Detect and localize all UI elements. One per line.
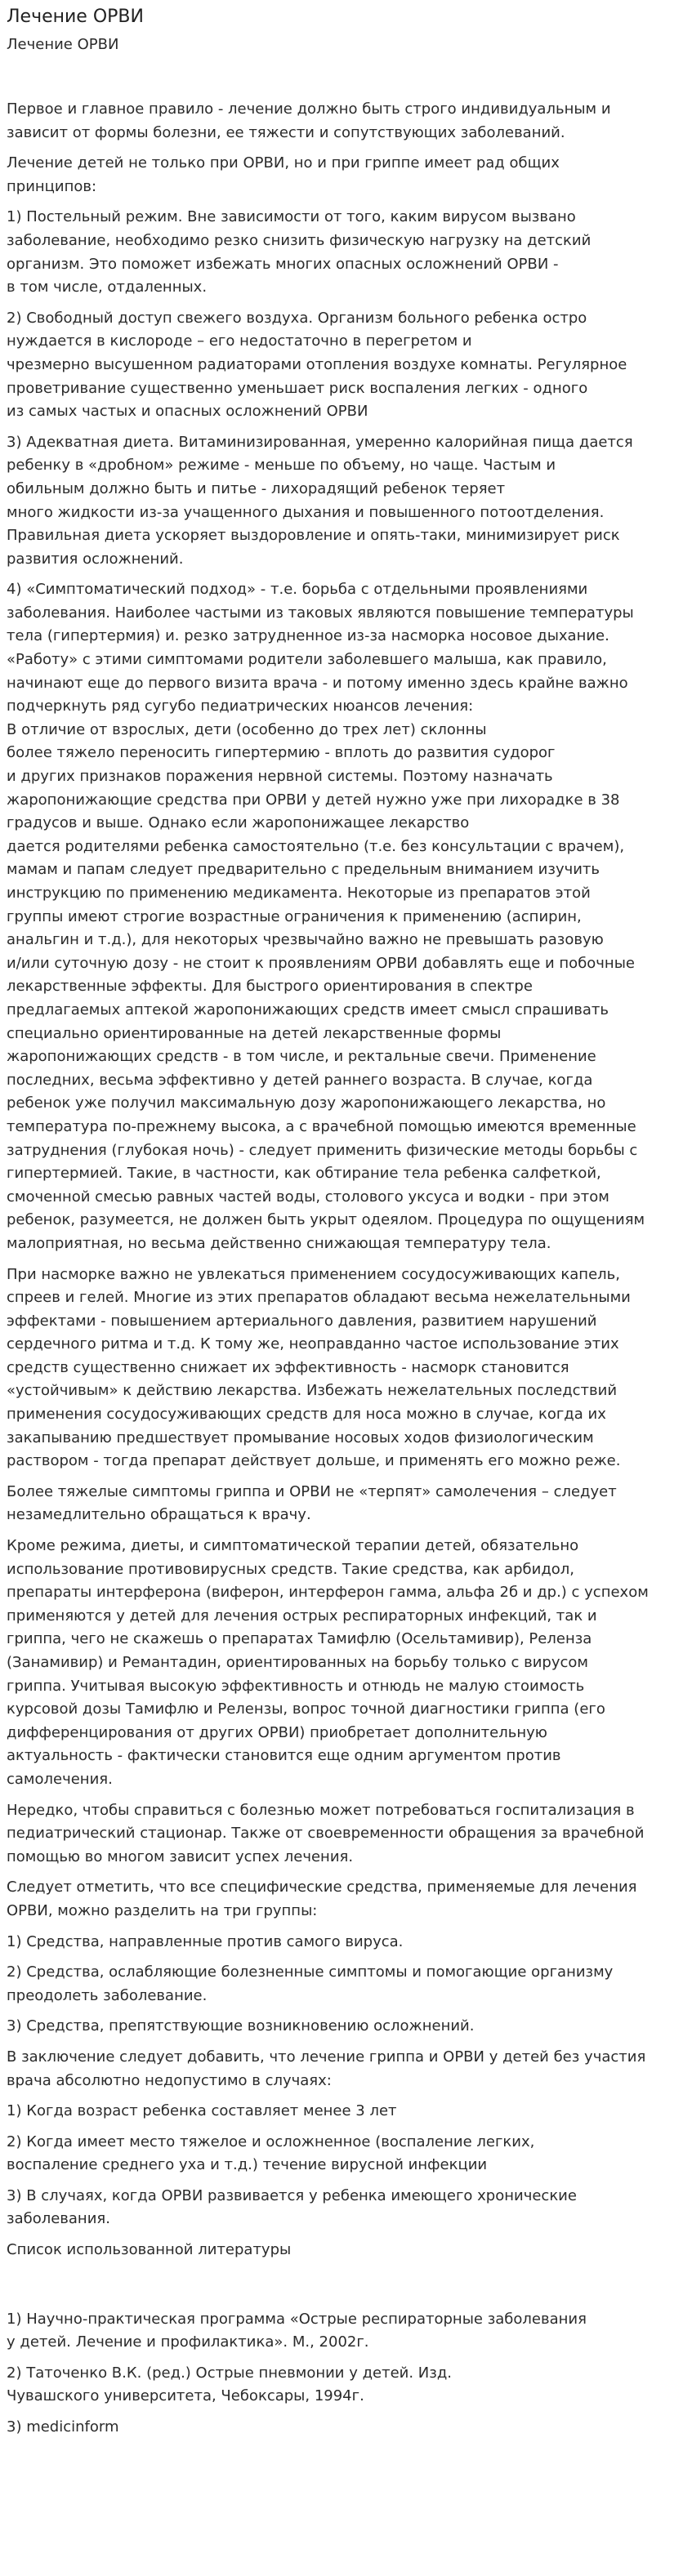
- page-title: Лечение ОРВИ: [7, 7, 144, 27]
- list-item: 1) Средства, направленные против самого вируса.: [7, 1932, 404, 1950]
- paragraph: В заключение следует добавить, что лечение гриппа и ОРВИ у детей без участия врача абсолютно недопустимо в случаях:: [7, 2048, 646, 2089]
- paragraph: Более тяжелые симптомы гриппа и ОРВИ не «терпят» самолечения – следует незамедлительно обращаться к врачу.: [7, 1482, 617, 1524]
- paragraph: Нередко, чтобы справиться с болезнью может потребоваться госпитализация в педиатрический стационар. Также от своевременности обращения за врачебной помощью во многом зависит успех лечения.: [7, 1801, 645, 1865]
- paragraph: Кроме режима, диеты, и симптоматической терапии детей, обязательно использование противовирусных средств. Такие средства, как арбидол, препараты интерферона (виферон, интерферон гамма, альфа 2б и др.) с успехом применяются у детей для лечения острых респираторных инфекций, так и гриппа, чего не скажешь о препаратах Тамифлю (Осельтамивир), Реленза (Занамивир) и Ремантадин, ориентированных на борьбу только с вирусом гриппа. Учитывая высокую эффективность и отнюдь не малую стоимость курсовой дозы Тамифлю и Релензы, вопрос точной диагностики гриппа (его дифференцирования от других ОРВИ) приобретает дополнительную актуальность - фактически становится еще одним аргументом против самолечения.: [7, 1537, 649, 1788]
- reference-item: 3) medicinform: [7, 2418, 119, 2436]
- reference-item: 2) Таточенко В.К. (ред.) Острые пневмонии у детей. Изд. Чувашского университета, Чебоксары, 1994г.: [7, 2364, 453, 2405]
- paragraph: Первое и главное правило - лечение должно быть строго индивидуальным и зависит от формы болезни, ее тяжести и сопутствующих заболеваний.: [7, 100, 611, 141]
- paragraph: Лечение детей не только при ОРВИ, но и при гриппе имеет рад общих принципов:: [7, 154, 560, 195]
- list-item: 4) «Симптоматический подход» - т.е. борьба с отдельными проявлениями заболевания. Наиболее частыми из таковых являются повышение температуры тела (гипертермия) и. резко затрудненное из-за насморка носовое дыхание. «Работу» с этими симптомами родители заболевшего малыша, как правило, начинают еще до первого визита врача - и потому именно здесь крайне важно подчеркнуть ряд сугубо педиатрических нюансов лечения: В отличие от взрослых, дети (особенно до трех лет) склонны более тяжело переносить гипертермию - вплоть до развития судорог и других признаков поражения нервной системы. Поэтому назначать жаропонижающие средства при ОРВИ у детей нужно уже при лихорадке в 38 градусов и выше. Однако если жаропонижащее лекарство дается родителями ребенка самостоятельно (т.е. без консультации с врачем), мамам и папам следует предварительно с предельным вниманием изучить инструкцию по применению медикамента. Некоторые из препаратов этой группы имеют строгие возрастные ограничения к применению (аспирин, анальгин и т.д.), для некоторых чрезвычайно важно не превышать разовую и/или суточную дозу - не стоит к проявлениям ОРВИ добавлять еще и побочные лекарственные эффекты. Для быстрого ориентирования в спектре предлагаемых аптекой жаропонижающих средств имеет смысл спрашивать специально ориентированные на детей лекарственные формы жаропонижающих средств - в том числе, и ректальные свечи. Применение последних, весьма эффективно у детей раннего возраста. В случае, когда ребенок уже получил максимальную дозу жаропонижающего лекарства, но температура по-прежнему высока, а с врачебной помощью имеются временные затруднения (глубокая ночь) - следует применить физические методы борьбы с гипертермией. Такие, в частности, как обтирание тела ребенка салфеткой, смоченной смесью равных частей воды, столового уксуса и водки - при этом ребенок, разумеется, не должен быть укрыт одеялом. Процедура по ощущениям малоприятная, но весьма действенно снижающая температуру тела.: [7, 581, 645, 1252]
- list-item: 2) Когда имеет место тяжелое и осложненное (воспаление легких, воспаление среднего уха и т.д.) течение вирусной инфекции: [7, 2133, 535, 2174]
- reference-item: 1) Научно-практическая программа «Острые респираторные заболевания у детей. Лечение и профилактика». М., 2002г.: [7, 2310, 587, 2351]
- list-item: 3) Средства, препятствующие возникновению осложнений.: [7, 2017, 475, 2035]
- article-body: [7, 98, 685, 2440]
- references-heading: Список использованной литературы: [7, 2241, 292, 2259]
- list-item: 3) В случаях, когда ОРВИ развивается у ребенка имеющего хронические заболевания.: [7, 2186, 577, 2228]
- list-item: 2) Свободный доступ свежего воздуха. Организм больного ребенка остро нуждается в кислороде – его недостаточно в перегретом и чрезмерно высушенном радиаторами отопления воздухе комнаты. Регулярное проветривание существенно уменьшает риск воспаления легких - одного из самых частых и опасных осложнений ОРВИ: [7, 309, 627, 421]
- list-item: 3) Адекватная диета. Витаминизированная, умеренно калорийная пища дается ребенку в «дробном» режиме - меньше по объему, но чаще. Частым и обильным должно быть и питье - лихорадящий ребенок теряет много жидкости из-за учащенного дыхания и повышенного потоотделения. Правильная диета ускоряет выздоровление и опять-таки, минимизирует риск развития осложнений.: [7, 433, 633, 568]
- list-item: 1) Когда возраст ребенка составляет менее 3 лет: [7, 2102, 397, 2120]
- list-item: 1) Постельный режим. Вне зависимости от того, каким вирусом вызвано заболевание, необходимо резко снизить физическую нагрузку на детский организм. Это поможет избежать многих опасных осложнений ОРВИ - в том числе, отдаленных.: [7, 208, 592, 296]
- paragraph: Следует отметить, что все специфические средства, применяемые для лечения ОРВИ, можно разделить на три группы:: [7, 1879, 637, 1919]
- page-subtitle: Лечение ОРВИ: [7, 36, 119, 53]
- list-item: 2) Средства, ослабляющие болезненные симптомы и помогающие организму преодолеть заболевание.: [7, 1963, 614, 2004]
- paragraph: При насморке важно не увлекаться применением сосудосуживающих капель, спреев и гелей. Многие из этих препаратов обладают весьма нежелательными эффектами - повышением артериального давления, развитием нарушений сердечного ритма и т.д. К тому же, неоправданно частое использование этих средств существенно снижает их эффективность - насморк становится «устойчивым» к действию лекарства. Избежать нежелательных последствий применения сосудосуживающих средств для носа можно в случае, когда их закапыванию предшествует промывание носовых ходов физиологическим раствором - тогда препарат действует дольше, и применять его можно реже.: [7, 1265, 631, 1470]
